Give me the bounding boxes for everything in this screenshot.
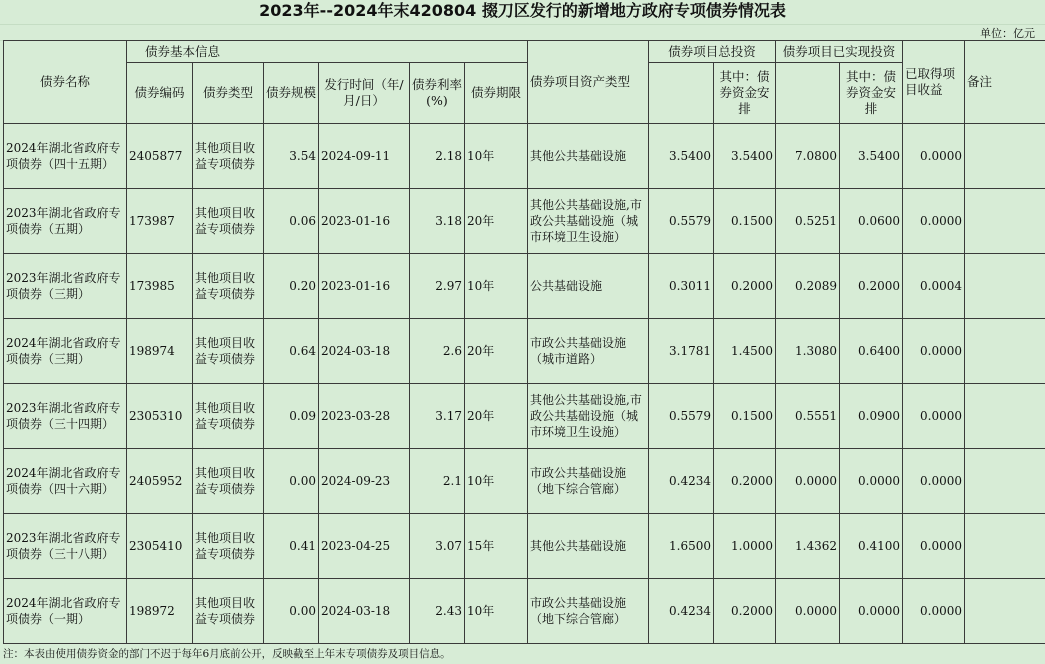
cell-asset-type: 公共基础设施 xyxy=(528,254,649,319)
cell-realized-bond-funds: 0.0000 xyxy=(840,449,903,514)
cell-total-bond-funds: 0.2000 xyxy=(714,254,776,319)
cell-issue-date: 2023-01-16 xyxy=(319,189,410,254)
cell-bond-term: 20年 xyxy=(465,384,528,449)
cell-total-investment: 0.3011 xyxy=(649,254,714,319)
cell-bond-name: 2024年湖北省政府专项债券（三期） xyxy=(4,319,127,384)
cell-interest-rate: 2.1 xyxy=(410,449,465,514)
cell-asset-type: 其他公共基础设施,市政公共基础设施（城市环境卫生设施） xyxy=(528,384,649,449)
header-remark: 备注 xyxy=(965,41,1045,124)
cell-issue-date: 2024-09-23 xyxy=(319,449,410,514)
cell-bond-code: 198972 xyxy=(127,579,193,644)
cell-total-bond-funds: 0.1500 xyxy=(714,189,776,254)
cell-asset-type: 市政公共基础设施（地下综合管廊） xyxy=(528,449,649,514)
cell-realized-bond-funds: 0.2000 xyxy=(840,254,903,319)
cell-bond-name: 2023年湖北省政府专项债券（三十四期） xyxy=(4,384,127,449)
cell-bond-type: 其他项目收益专项债券 xyxy=(193,254,264,319)
header-project-income: 已取得项目收益 xyxy=(903,41,965,124)
cell-total-bond-funds: 3.5400 xyxy=(714,124,776,189)
bond-table xyxy=(3,40,1045,644)
cell-project-income: 0.0000 xyxy=(903,579,965,644)
cell-realized-bond-funds: 0.0900 xyxy=(840,384,903,449)
cell-project-income: 0.0000 xyxy=(903,514,965,579)
unit-label: 单位：亿元 xyxy=(980,27,1035,40)
cell-bond-type: 其他项目收益专项债券 xyxy=(193,514,264,579)
cell-bond-type: 其他项目收益专项债券 xyxy=(193,189,264,254)
cell-bond-code: 198974 xyxy=(127,319,193,384)
cell-bond-scale: 0.00 xyxy=(264,579,319,644)
cell-realized-bond-funds: 0.4100 xyxy=(840,514,903,579)
cell-bond-term: 10年 xyxy=(465,254,528,319)
cell-issue-date: 2023-03-28 xyxy=(319,384,410,449)
cell-asset-type: 市政公共基础设施（城市道路） xyxy=(528,319,649,384)
cell-asset-type: 市政公共基础设施（地下综合管廊） xyxy=(528,579,649,644)
cell-remark xyxy=(965,124,1045,189)
cell-bond-type: 其他项目收益专项债券 xyxy=(193,319,264,384)
cell-issue-date: 2024-03-18 xyxy=(319,319,410,384)
cell-remark xyxy=(965,579,1045,644)
cell-bond-code: 2305410 xyxy=(127,514,193,579)
cell-total-investment: 1.6500 xyxy=(649,514,714,579)
cell-interest-rate: 3.18 xyxy=(410,189,465,254)
cell-total-investment: 0.4234 xyxy=(649,579,714,644)
cell-remark xyxy=(965,319,1045,384)
cell-bond-term: 10年 xyxy=(465,579,528,644)
cell-bond-term: 10年 xyxy=(465,449,528,514)
header-realized-empty xyxy=(776,63,840,124)
cell-realized-bond-funds: 0.0000 xyxy=(840,579,903,644)
table-row xyxy=(4,449,1045,514)
table-row xyxy=(4,319,1045,384)
cell-realized-investment: 0.2089 xyxy=(776,254,840,319)
cell-realized-bond-funds: 0.6400 xyxy=(840,319,903,384)
cell-total-bond-funds: 1.4500 xyxy=(714,319,776,384)
cell-interest-rate: 2.18 xyxy=(410,124,465,189)
cell-bond-scale: 0.64 xyxy=(264,319,319,384)
cell-bond-code: 2405952 xyxy=(127,449,193,514)
cell-remark xyxy=(965,514,1045,579)
cell-bond-scale: 0.41 xyxy=(264,514,319,579)
cell-remark xyxy=(965,384,1045,449)
cell-total-bond-funds: 0.2000 xyxy=(714,579,776,644)
cell-bond-name: 2024年湖北省政府专项债券（四十六期） xyxy=(4,449,127,514)
cell-interest-rate: 2.97 xyxy=(410,254,465,319)
header-bond-scale: 债券规模 xyxy=(264,63,319,124)
cell-bond-name: 2024年湖北省政府专项债券（四十五期） xyxy=(4,124,127,189)
cell-bond-type: 其他项目收益专项债券 xyxy=(193,449,264,514)
header-bond-code: 债券编码 xyxy=(127,63,193,124)
cell-issue-date: 2024-09-11 xyxy=(319,124,410,189)
cell-bond-scale: 0.09 xyxy=(264,384,319,449)
cell-total-bond-funds: 1.0000 xyxy=(714,514,776,579)
header-bond-name: 债券名称 xyxy=(4,41,127,124)
header-realized-bond-funds: 其中：债券资金安排 xyxy=(840,63,903,124)
cell-project-income: 0.0000 xyxy=(903,319,965,384)
cell-bond-scale: 0.20 xyxy=(264,254,319,319)
table-row xyxy=(4,514,1045,579)
cell-issue-date: 2024-03-18 xyxy=(319,579,410,644)
cell-total-bond-funds: 0.1500 xyxy=(714,384,776,449)
cell-bond-term: 20年 xyxy=(465,189,528,254)
table-row xyxy=(4,124,1045,189)
cell-realized-bond-funds: 3.5400 xyxy=(840,124,903,189)
cell-remark xyxy=(965,189,1045,254)
cell-project-income: 0.0000 xyxy=(903,189,965,254)
cell-bond-term: 10年 xyxy=(465,124,528,189)
cell-issue-date: 2023-04-25 xyxy=(319,514,410,579)
cell-bond-scale: 0.00 xyxy=(264,449,319,514)
cell-total-investment: 3.1781 xyxy=(649,319,714,384)
cell-realized-investment: 0.5551 xyxy=(776,384,840,449)
cell-bond-term: 15年 xyxy=(465,514,528,579)
header-issue-date: 发行时间（年/月/日） xyxy=(319,63,410,124)
cell-bond-scale: 0.06 xyxy=(264,189,319,254)
cell-asset-type: 其他公共基础设施,市政公共基础设施（城市环境卫生设施） xyxy=(528,189,649,254)
table-row xyxy=(4,579,1045,644)
header-basic-info: 债券基本信息 xyxy=(127,41,528,63)
cell-realized-investment: 0.5251 xyxy=(776,189,840,254)
header-total-bond-funds: 其中：债券资金安排 xyxy=(714,63,776,124)
cell-bond-name: 2023年湖北省政府专项债券（三十八期） xyxy=(4,514,127,579)
header-total-empty xyxy=(649,63,714,124)
cell-interest-rate: 3.17 xyxy=(410,384,465,449)
table-row xyxy=(4,189,1045,254)
cell-interest-rate: 2.43 xyxy=(410,579,465,644)
header-asset-type: 债券项目资产类型 xyxy=(528,41,649,124)
cell-bond-type: 其他项目收益专项债券 xyxy=(193,384,264,449)
cell-issue-date: 2023-01-16 xyxy=(319,254,410,319)
cell-realized-investment: 0.0000 xyxy=(776,579,840,644)
cell-total-investment: 0.5579 xyxy=(649,189,714,254)
cell-asset-type: 其他公共基础设施 xyxy=(528,124,649,189)
header-total-investment: 债券项目总投资 xyxy=(649,41,776,63)
cell-bond-name: 2024年湖北省政府专项债券（一期） xyxy=(4,579,127,644)
header-interest-rate: 债券利率(%) xyxy=(410,63,465,124)
cell-realized-investment: 7.0800 xyxy=(776,124,840,189)
cell-project-income: 0.0000 xyxy=(903,449,965,514)
header-bond-type: 债券类型 xyxy=(193,63,264,124)
header-bond-term: 债券期限 xyxy=(465,63,528,124)
cell-project-income: 0.0000 xyxy=(903,124,965,189)
cell-interest-rate: 2.6 xyxy=(410,319,465,384)
table-row xyxy=(4,384,1045,449)
cell-total-bond-funds: 0.2000 xyxy=(714,449,776,514)
cell-project-income: 0.0000 xyxy=(903,384,965,449)
cell-remark xyxy=(965,254,1045,319)
cell-total-investment: 3.5400 xyxy=(649,124,714,189)
cell-bond-code: 173987 xyxy=(127,189,193,254)
cell-remark xyxy=(965,449,1045,514)
cell-interest-rate: 3.07 xyxy=(410,514,465,579)
cell-bond-type: 其他项目收益专项债券 xyxy=(193,579,264,644)
footnote: 注：本表由使用债券资金的部门不迟于每年6月底前公开，反映截至上年末专项债券及项目信息。 xyxy=(3,648,451,660)
sheet-gridline xyxy=(0,24,1045,41)
cell-bond-code: 2305310 xyxy=(127,384,193,449)
table-row xyxy=(4,254,1045,319)
cell-realized-investment: 1.3080 xyxy=(776,319,840,384)
cell-bond-code: 2405877 xyxy=(127,124,193,189)
cell-total-investment: 0.4234 xyxy=(649,449,714,514)
cell-asset-type: 其他公共基础设施 xyxy=(528,514,649,579)
cell-bond-name: 2023年湖北省政府专项债券（五期） xyxy=(4,189,127,254)
cell-bond-scale: 3.54 xyxy=(264,124,319,189)
cell-realized-investment: 0.0000 xyxy=(776,449,840,514)
cell-bond-code: 173985 xyxy=(127,254,193,319)
cell-realized-investment: 1.4362 xyxy=(776,514,840,579)
page-title: 2023年--2024年末420804 掇刀区发行的新增地方政府专项债券情况表 xyxy=(0,0,1045,25)
header-realized-investment: 债券项目已实现投资 xyxy=(776,41,903,63)
cell-bond-name: 2023年湖北省政府专项债券（三期） xyxy=(4,254,127,319)
cell-realized-bond-funds: 0.0600 xyxy=(840,189,903,254)
cell-bond-term: 20年 xyxy=(465,319,528,384)
cell-total-investment: 0.5579 xyxy=(649,384,714,449)
cell-bond-type: 其他项目收益专项债券 xyxy=(193,124,264,189)
cell-project-income: 0.0004 xyxy=(903,254,965,319)
